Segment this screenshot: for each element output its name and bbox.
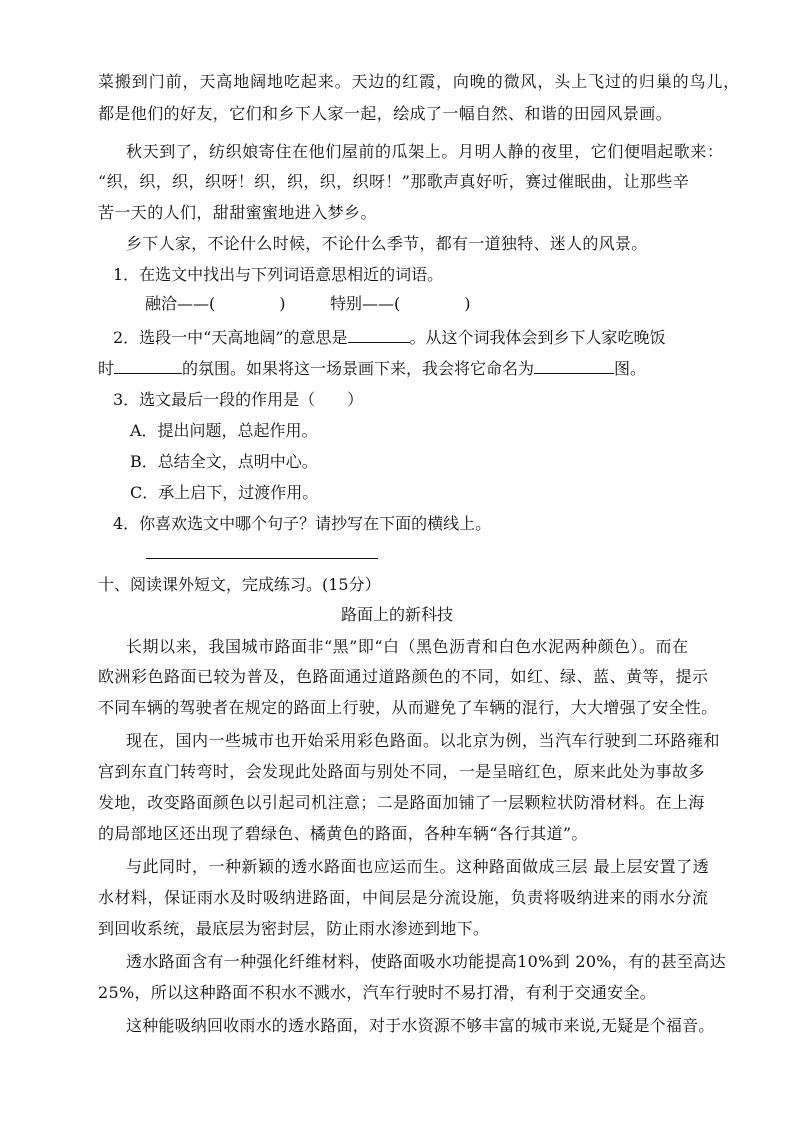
passage-line: 苦一天的人们，甜甜蜜蜜地进入梦乡。 bbox=[98, 203, 377, 222]
q4-answer-line[interactable] bbox=[146, 558, 378, 559]
q2-blank-meaning[interactable] bbox=[348, 326, 410, 343]
article-line: 欧洲彩色路面已较为普及，色路面通过道路颜色的不同，如红、绿、蓝、黄等，提示 bbox=[98, 667, 709, 686]
q2-blank-atmosphere[interactable] bbox=[114, 357, 182, 374]
passage-line: 都是他们的好友，它们和乡下人家一起，绘成了一幅自然、和谐的田园风景画。 bbox=[98, 104, 673, 123]
article-line: 现在，国内一些城市也开始采用彩色路面。以北京为例，当汽车行驶到二环路雍和 bbox=[126, 731, 721, 750]
article-line: 宫到东直门转弯时，会发现此处路面与别处不同，一是呈暗红色，原来此处为事故多 bbox=[98, 762, 705, 781]
article-line: 25%，所以这种路面不积水不溅水，汽车行驶时不易打滑，有利于交通安全。 bbox=[98, 983, 657, 1002]
question-2-line-2 bbox=[98, 357, 646, 379]
article-line: 长期以来，我国城市路面非“黑”即“白（黑色沥青和白色水泥两种颜色）。而在 bbox=[126, 637, 689, 656]
article-line: 不同车辆的驾驶者在规定的路面上行驶，从而避免了车辆的混行，大大增强了安全性。 bbox=[98, 698, 718, 717]
question-2-line-1 bbox=[113, 326, 666, 348]
q2-text: 时 bbox=[98, 359, 115, 378]
q2-blank-picture-name[interactable] bbox=[534, 357, 614, 374]
q1-answer-slot-1[interactable]: 融洽——( ) bbox=[145, 294, 286, 313]
question-4: 4．你喜欢选文中哪个句子？请抄写在下面的横线上。 bbox=[113, 514, 492, 533]
q1-answer-slot-2[interactable]: 特别——( ) bbox=[330, 294, 471, 313]
article-line: 与此同时，一种新颖的透水路面也应运而生。这种路面做成三层 最上层安置了透 bbox=[126, 857, 710, 876]
article-line: 发地，改变路面颜色以引起司机注意；二是路面加铺了一层颗粒状防滑材料。在上海 bbox=[98, 793, 705, 812]
section-heading: 十、阅读课外短文，完成练习。(15分） bbox=[98, 575, 381, 594]
q2-text: 图。 bbox=[614, 359, 647, 378]
question-1: 1．在选文中找出与下列词语意思相近的词语。 bbox=[113, 265, 444, 284]
q2-text: 。从这个词我体会到乡下人家吃晚饭 bbox=[409, 328, 666, 347]
passage-line: 乡下人家，不论什么时候，不论什么季节，都有一道独特、迷人的风景。 bbox=[126, 234, 648, 253]
passage-line: 秋天到了，纺织娘寄住在他们屋前的瓜架上。月明人静的夜里，它们便唱起歌来： bbox=[126, 142, 724, 161]
q3-option-b[interactable]: B．总结全文，点明中心。 bbox=[130, 452, 318, 471]
q3-option-c[interactable]: C．承上启下，过渡作用。 bbox=[130, 483, 319, 502]
passage-line: 菜搬到门前，天高地阔地吃起来。天边的红霞，向晚的微风，头上飞过的归巢的鸟儿， bbox=[98, 72, 741, 91]
article-line: 透水路面含有一种强化纤维材料，使路面吸水功能提高10%到 20%，有的甚至高达 bbox=[126, 952, 726, 971]
article-line: 水材料，保证雨水及时吸纳进路面，中间层是分流设施，负责将吸纳进来的雨水分流 bbox=[98, 888, 709, 907]
article-line: 到回收系统，最底层为密封层，防止雨水渗迹到地下。 bbox=[98, 919, 490, 938]
q2-text: 2．选段一中“天高地阔”的意思是 bbox=[113, 328, 348, 347]
q2-text: 的氛围。如果将这一场景画下来，我会将它命名为 bbox=[182, 359, 535, 378]
article-line: 的局部地区还出现了碧绿色、橘黄色的路面，各种车辆“各行其道”。 bbox=[98, 824, 588, 843]
passage-line: “织，织，织，织呀！织，织，织，织呀！”那歌声真好听，赛过催眠曲，让那些辛 bbox=[98, 172, 690, 191]
question-3: 3．选文最后一段的作用是（ ） bbox=[113, 390, 364, 409]
article-title: 路面上的新科技 bbox=[340, 605, 453, 624]
article-line: 这种能吸纳回收雨水的透水路面，对于水资源不够丰富的城市来说,无疑是个福音。 bbox=[126, 1016, 715, 1035]
q3-option-a[interactable]: A．提出问题，总起作用。 bbox=[130, 421, 318, 440]
